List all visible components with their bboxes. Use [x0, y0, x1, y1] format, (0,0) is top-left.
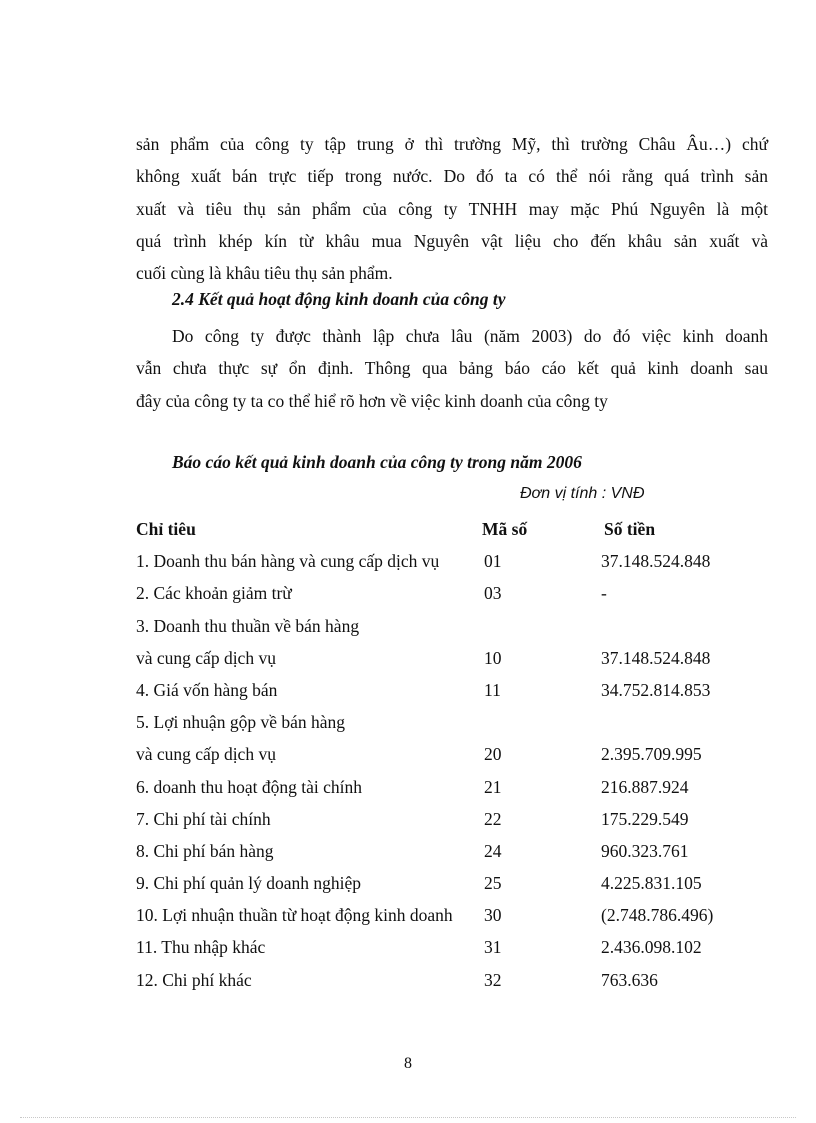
row-amount: 4.225.831.105 [601, 873, 702, 894]
intro-paragraph [136, 128, 768, 289]
row-amount: 763.636 [601, 969, 658, 990]
paragraph-line: quá trình khép kín từ khâu mua Nguyên vật liệu cho đến khâu sản xuất và [136, 230, 768, 251]
page-bottom-divider [20, 1117, 796, 1118]
table-row [136, 706, 776, 770]
row-item: 12. Chi phí khác [136, 969, 252, 990]
paragraph-line: không xuất bán trực tiếp trong nước. Do đó ta có thể nói rằng quá trình sản [136, 166, 768, 187]
row-item [136, 610, 359, 674]
row-amount: 960.323.761 [601, 840, 689, 861]
table-row [136, 610, 776, 674]
section-heading: 2.4 Kết quả hoạt động kinh doanh của công ty [172, 289, 506, 309]
row-item-line: 5. Lợi nhuận gộp về bán hàng [136, 712, 346, 733]
income-statement-table [136, 513, 776, 996]
section-paragraph [136, 320, 768, 417]
row-code: 03 [484, 583, 502, 604]
table-row [136, 674, 776, 706]
currency-unit: Đơn vị tính : VNĐ [520, 485, 645, 502]
table-row [136, 803, 776, 835]
row-amount: (2.748.786.496) [601, 905, 714, 926]
table-row [136, 545, 776, 577]
row-item: 6. doanh thu hoạt động tài chính [136, 776, 363, 797]
table-title: Báo cáo kết quả kinh doanh của công ty trong năm 2006 [172, 452, 582, 472]
row-item: 1. Doanh thu bán hàng và cung cấp dịch vụ [136, 551, 440, 572]
row-code: 11 [484, 679, 501, 700]
row-code: 31 [484, 937, 502, 958]
table-row [136, 899, 776, 931]
row-amount: 34.752.814.853 [601, 679, 711, 700]
row-item: 8. Chi phí bán hàng [136, 840, 274, 861]
page-number: 8 [404, 1055, 412, 1072]
table-row [136, 964, 776, 996]
paragraph-line: Do công ty được thành lập chưa lâu (năm 2003) do đó việc kinh doanh [172, 326, 768, 346]
table-row [136, 835, 776, 867]
row-item: 11. Thu nhập khác [136, 937, 266, 958]
paragraph-line: cuối cùng là khâu tiêu thụ sản phẩm. [136, 263, 393, 284]
header-code: Mã số [482, 519, 528, 539]
paragraph-line: sản phẩm của công ty tập trung ở thì trường Mỹ, thì trường Châu Âu…) chứ [136, 134, 768, 154]
row-code: 20 [484, 744, 502, 765]
row-item: 2. Các khoản giảm trừ [136, 583, 292, 604]
row-item-line: 3. Doanh thu thuần về bán hàng [136, 615, 360, 636]
row-item [136, 706, 345, 770]
row-item: 10. Lợi nhuận thuần từ hoạt động kinh doanh [136, 905, 453, 926]
paragraph-line: đây của công ty ta co thể hiể rõ hơn về việc kinh doanh của công ty [136, 390, 608, 411]
row-code: 21 [484, 776, 502, 797]
row-amount: 37.148.524.848 [601, 551, 711, 572]
row-code: 25 [484, 873, 502, 894]
row-amount: 37.148.524.848 [601, 647, 711, 668]
row-amount: 216.887.924 [601, 776, 689, 797]
table-row [136, 577, 776, 609]
row-amount: 2.436.098.102 [601, 937, 702, 958]
header-amount: Số tiền [604, 519, 656, 539]
row-code: 24 [484, 840, 502, 861]
row-code: 30 [484, 905, 502, 926]
row-amount: 175.229.549 [601, 808, 689, 829]
row-amount: - [601, 583, 607, 604]
table-row [136, 931, 776, 963]
row-item: 9. Chi phí quản lý doanh nghiệp [136, 873, 362, 894]
row-item: 4. Giá vốn hàng bán [136, 679, 278, 700]
table-row [136, 771, 776, 803]
row-amount: 2.395.709.995 [601, 744, 702, 765]
table-header-row [136, 513, 776, 545]
row-item: 7. Chi phí tài chính [136, 808, 271, 829]
row-code: 10 [484, 647, 502, 668]
header-item: Chỉ tiêu [136, 519, 196, 539]
paragraph-line: vẫn chưa thực sự ổn định. Thông qua bảng báo cáo kết quả kinh doanh sau [136, 358, 768, 379]
row-code: 32 [484, 969, 502, 990]
table-row [136, 867, 776, 899]
paragraph-line: xuất và tiêu thụ sản phẩm của công ty TNHH may mặc Phú Nguyên là một [136, 198, 768, 219]
row-item-continuation: và cung cấp dịch vụ [136, 647, 276, 668]
row-code: 22 [484, 808, 502, 829]
row-item-continuation: và cung cấp dịch vụ [136, 744, 276, 765]
row-code: 01 [484, 551, 502, 572]
